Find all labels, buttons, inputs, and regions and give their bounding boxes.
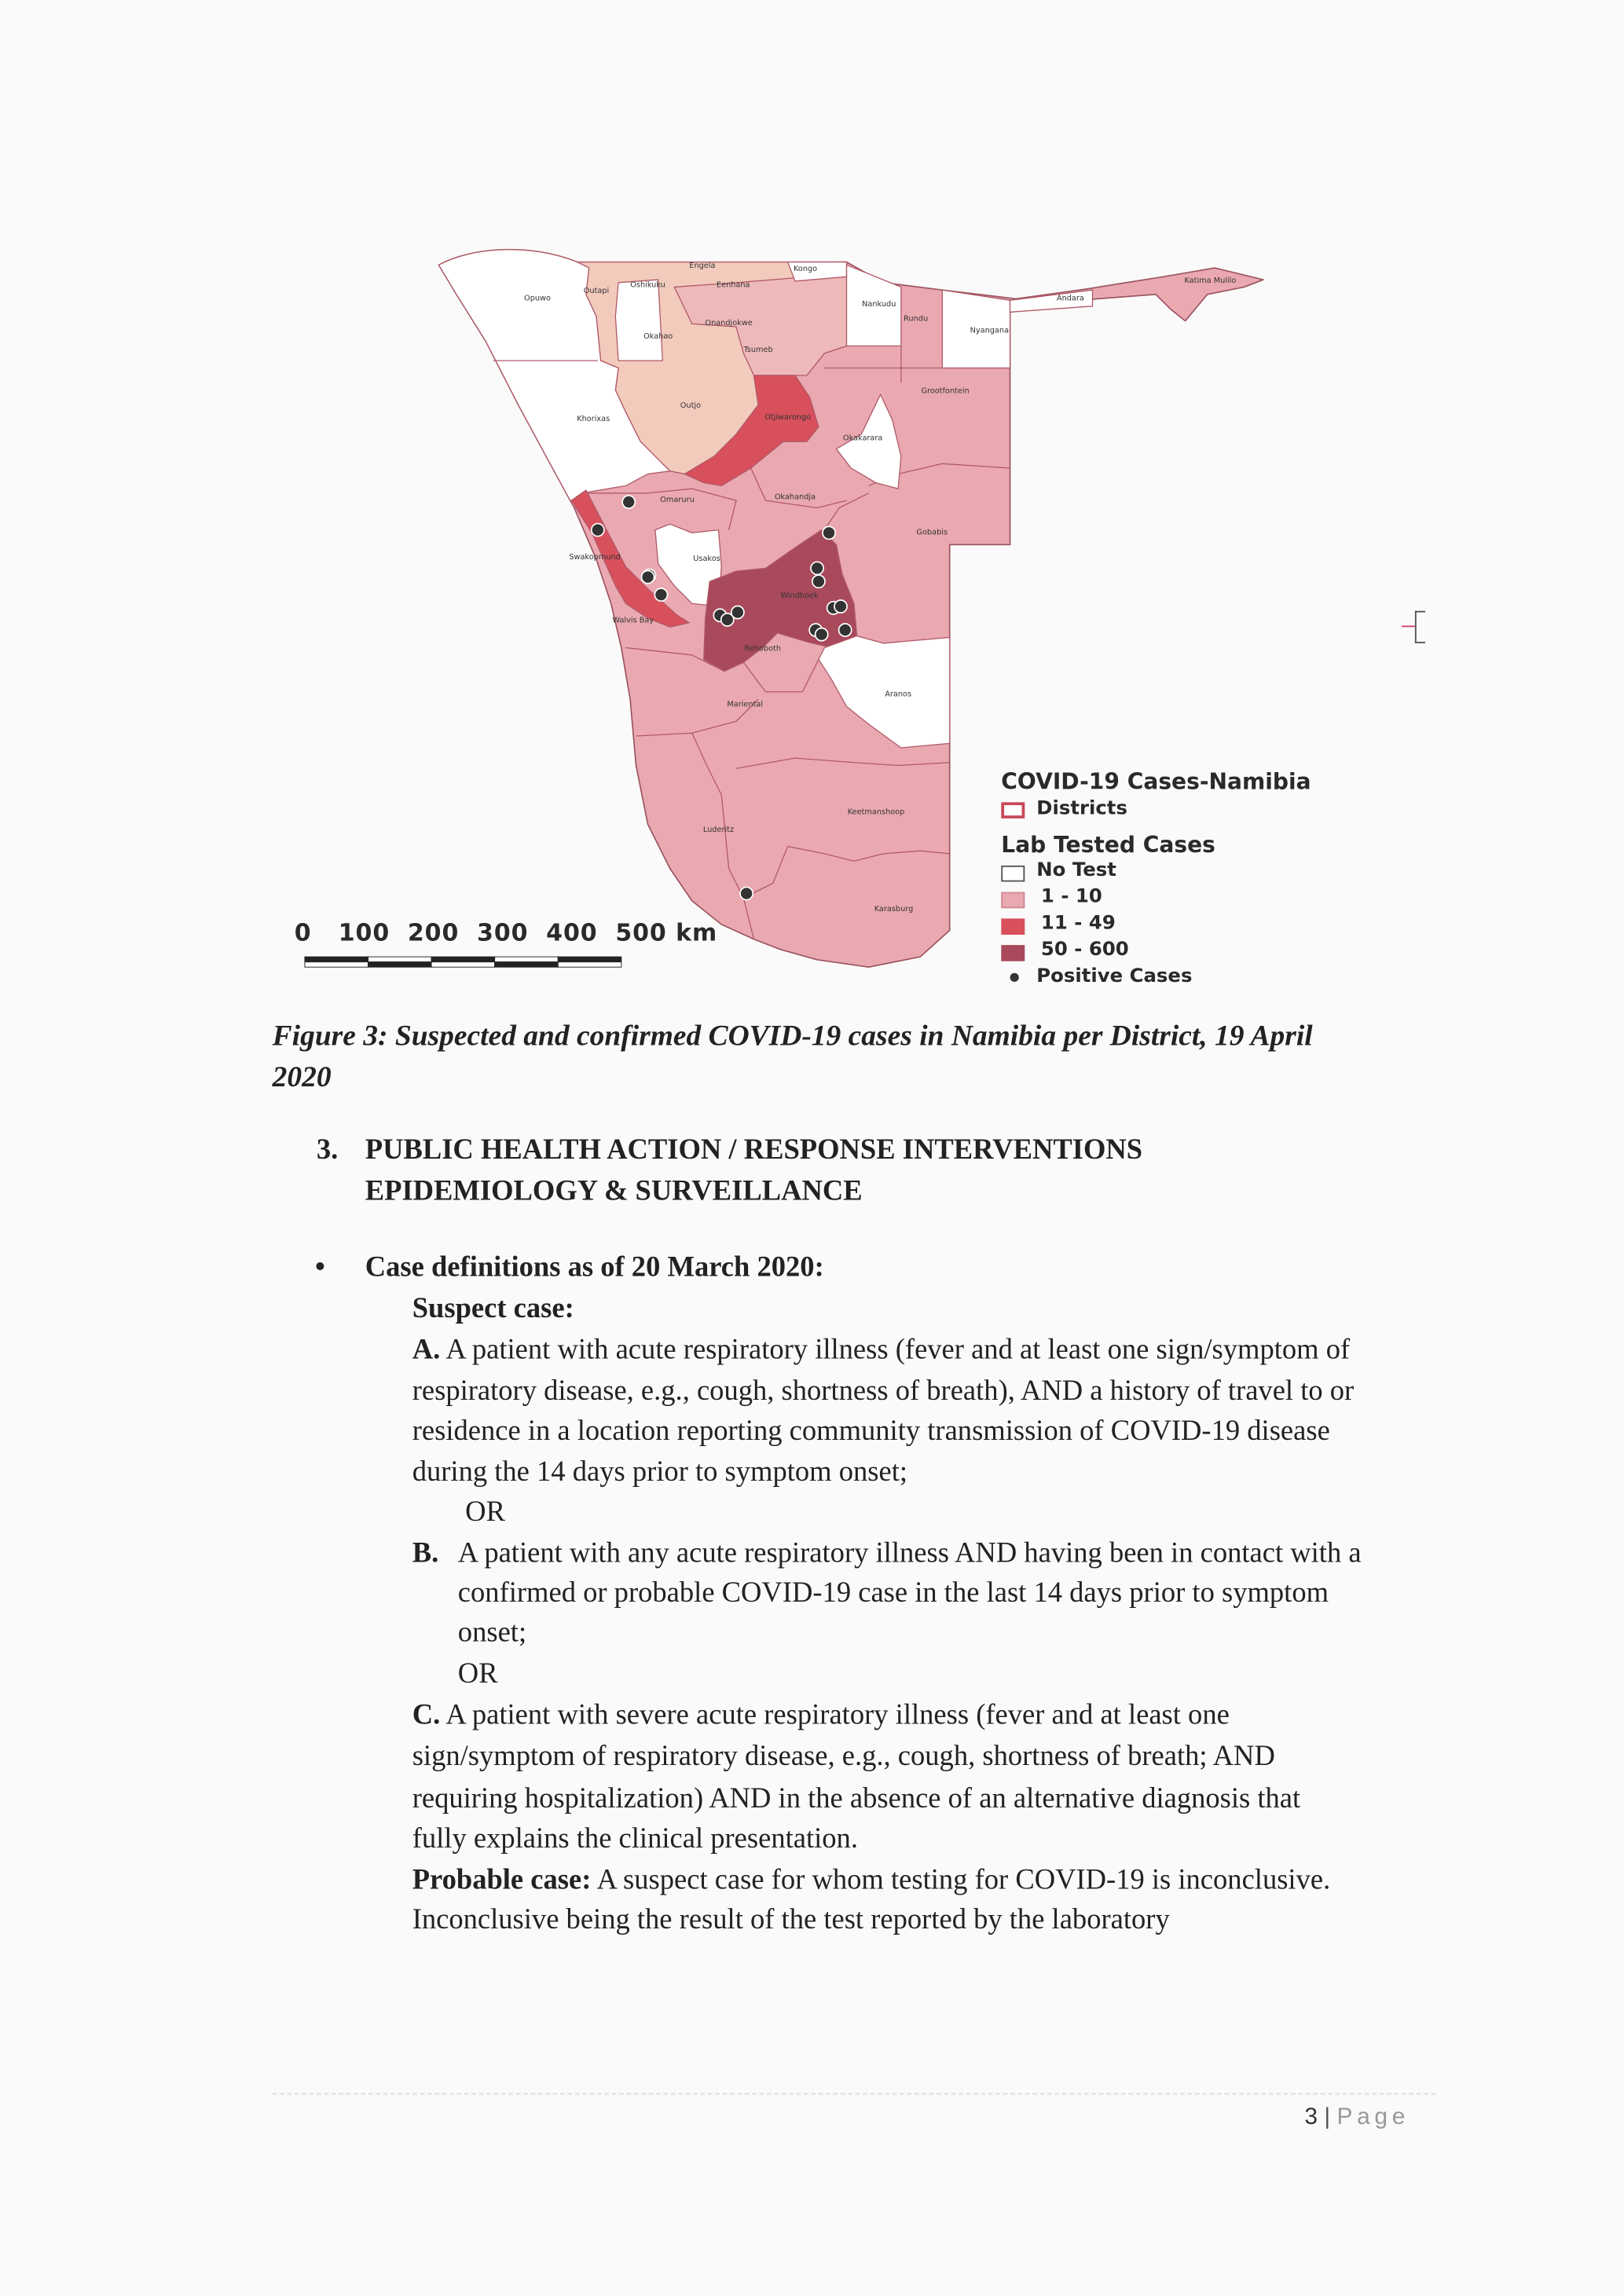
definition-b-line: A patient with any acute respiratory illness AND having been in contact with a (457, 1538, 1362, 1569)
district-label-usakos: Usakos (693, 554, 720, 563)
district-label-luderitz: Luderitz (702, 825, 735, 834)
definition-c-line (412, 1700, 1230, 1732)
district-label-tsumeb: Tsumeb (743, 345, 773, 354)
map-regions (438, 250, 1263, 968)
district-label-otjiwarongo: Otjiwarongo (764, 413, 812, 423)
district-label-omaruru: Omaruru (660, 496, 695, 505)
region-okahao (615, 280, 662, 361)
probable-case-heading: Probable case: (412, 1865, 592, 1896)
district-label-walvis-bay: Walvis Bay (612, 616, 654, 625)
section-title-line1: PUBLIC HEALTH ACTION / RESPONSE INTERVENTIONS (365, 1134, 1143, 1166)
scale-bar-segment (368, 957, 431, 962)
district-label-kongo: Kongo (793, 264, 818, 273)
scale-bar-segment (305, 962, 368, 968)
page-footer (1304, 2105, 1410, 2132)
district-label-gobabis: Gobabis (916, 528, 948, 537)
district-label-okakarara: Okakarara (842, 434, 883, 443)
district-label-opuwo: Opuwo (524, 294, 551, 303)
district-label-onandjokwe: Onandjokwe (705, 319, 753, 328)
legend-swatch-1-10 (1001, 892, 1025, 909)
district-label-engela: Engela (689, 262, 716, 271)
definition-c-marker: C. (412, 1700, 441, 1731)
positive-case-marker (834, 600, 847, 613)
positive-case-marker (811, 562, 823, 574)
scale-bar-segment (558, 962, 621, 968)
scale-bar-label: 0 100 200 300 400 500 km (294, 918, 718, 947)
suspect-case-heading: Suspect case: (412, 1294, 574, 1325)
legend-swatch-50-600 (1001, 945, 1025, 961)
or-separator: OR (465, 1496, 505, 1529)
scale-bar-segment (368, 962, 431, 968)
definition-b-line: confirmed or probable COVID-19 case in the last 14 days prior to symptom (457, 1577, 1329, 1609)
definition-a-marker: A. (412, 1335, 441, 1367)
namibia-covid-map (0, 0, 1624, 1031)
definition-c-text: A patient with severe acute respiratory illness (fever and at least one (440, 1700, 1230, 1731)
scale-bar (305, 957, 621, 967)
district-label-rundu: Rundu (904, 314, 929, 324)
footer-divider (273, 2093, 1435, 2095)
district-label-windhoek: Windhoek (780, 591, 819, 600)
bullet-icon: • (315, 1252, 325, 1284)
legend-swatch-11-49 (1001, 918, 1025, 935)
or-separator: OR (457, 1658, 498, 1690)
definition-a-text: A patient with acute respiratory illness (fever and at least one sign/symptom of (440, 1335, 1351, 1367)
legend-label-50-600: 50 - 600 (1040, 939, 1129, 961)
district-label-keetmanshoop: Keetmanshoop (847, 807, 905, 817)
district-label-okahandja: Okahandja (774, 493, 816, 502)
district-label-nankudu: Nankudu (862, 299, 896, 309)
definition-c-line: sign/symptom of respiratory disease, e.g., cough, shortness of breath; AND (412, 1741, 1275, 1773)
definition-a-line (412, 1335, 1350, 1368)
figure-caption-line1: Figure 3: Suspected and confirmed COVID-19 cases in Namibia per District, 19 April (272, 1020, 1313, 1053)
definition-c-line: fully explains the clinical presentation. (412, 1823, 858, 1855)
probable-case-line2: Inconclusive being the result of the test reported by the laboratory (412, 1904, 1170, 1936)
positive-case-marker (731, 606, 744, 619)
positive-case-marker (622, 496, 635, 508)
probable-case-text: A suspect case for whom testing for COVID-19 is inconclusive. (591, 1865, 1331, 1896)
district-label-swakopmund: Swakopmund (569, 553, 621, 562)
legend-districts-label: Districts (1036, 797, 1127, 820)
definition-a-line: residence in a location reporting community transmission of COVID-19 disease (412, 1415, 1330, 1448)
definition-b-marker: B. (412, 1538, 439, 1569)
positive-case-marker (812, 575, 825, 588)
definition-a-line: during the 14 days prior to symptom onset; (412, 1457, 908, 1489)
legend-label-1-10: 1 - 10 (1040, 886, 1102, 909)
district-label-okahao: Okahao (643, 332, 673, 342)
definition-a-line: respiratory disease, e.g., cough, shortness of breath), AND a history of travel to or (412, 1376, 1355, 1408)
district-label-aranos: Aranos (885, 690, 912, 699)
district-label-nyangana: Nyangana (970, 326, 1010, 335)
district-label-karasburg: Karasburg (874, 904, 914, 914)
section-title-line2: EPIDEMIOLOGY & SURVEILLANCE (365, 1176, 863, 1207)
legend-label-11-49: 11 - 49 (1040, 912, 1116, 935)
positive-case-marker (740, 887, 753, 899)
legend-swatch-no-test (1001, 866, 1025, 882)
district-label-grootfontein: Grootfontein (921, 386, 970, 396)
scale-bar-segment (495, 957, 559, 962)
district-label-mariental: Mariental (727, 700, 764, 709)
positive-case-marker (823, 526, 835, 539)
positive-case-marker (592, 524, 604, 536)
definition-b-line: onset; (457, 1617, 527, 1649)
scale-bar-segment (558, 957, 621, 962)
legend-label-no-test: No Test (1036, 859, 1116, 882)
scan-artifact-mark (1402, 611, 1425, 643)
page-label: Page (1336, 2104, 1410, 2130)
page-separator: | (1324, 2104, 1331, 2130)
legend-districts-swatch (1001, 802, 1025, 818)
figure-caption-line2: 2020 (272, 1061, 332, 1094)
district-label-oshikuku: Oshikuku (630, 280, 665, 290)
definition-c-line: requiring hospitalization) AND in the absence of an alternative diagnosis that (412, 1784, 1301, 1815)
section-number: 3. (316, 1134, 339, 1166)
probable-case-line (412, 1865, 1331, 1897)
district-label-outapi: Outapi (583, 286, 610, 295)
positive-case-marker (839, 624, 852, 636)
scale-bar-segment (431, 957, 495, 962)
legend-title: COVID-19 Cases-Namibia (1001, 768, 1311, 795)
district-label-eenhana: Eenhana (716, 280, 750, 290)
scale-bar-segment (305, 957, 368, 962)
district-label-katima-mulilo: Katima Mulilo (1184, 276, 1237, 285)
scale-bar-segment (495, 962, 559, 968)
scale-bar-segment (431, 962, 495, 968)
positive-case-marker (641, 571, 654, 584)
legend-subtitle: Lab Tested Cases (1001, 831, 1215, 859)
positive-case-marker (654, 588, 667, 601)
page-number: 3 (1304, 2104, 1318, 2130)
legend-positive-dot-icon (1010, 973, 1019, 982)
positive-case-marker (816, 628, 828, 641)
district-label-outjo: Outjo (680, 401, 702, 411)
legend-label-positive: Positive Cases (1036, 965, 1193, 988)
district-label-rehoboth: Rehoboth (744, 644, 782, 654)
district-label-andara: Andara (1056, 294, 1084, 303)
case-definitions-heading: Case definitions as of 20 March 2020: (365, 1252, 824, 1284)
district-label-khorixas: Khorixas (577, 414, 610, 423)
